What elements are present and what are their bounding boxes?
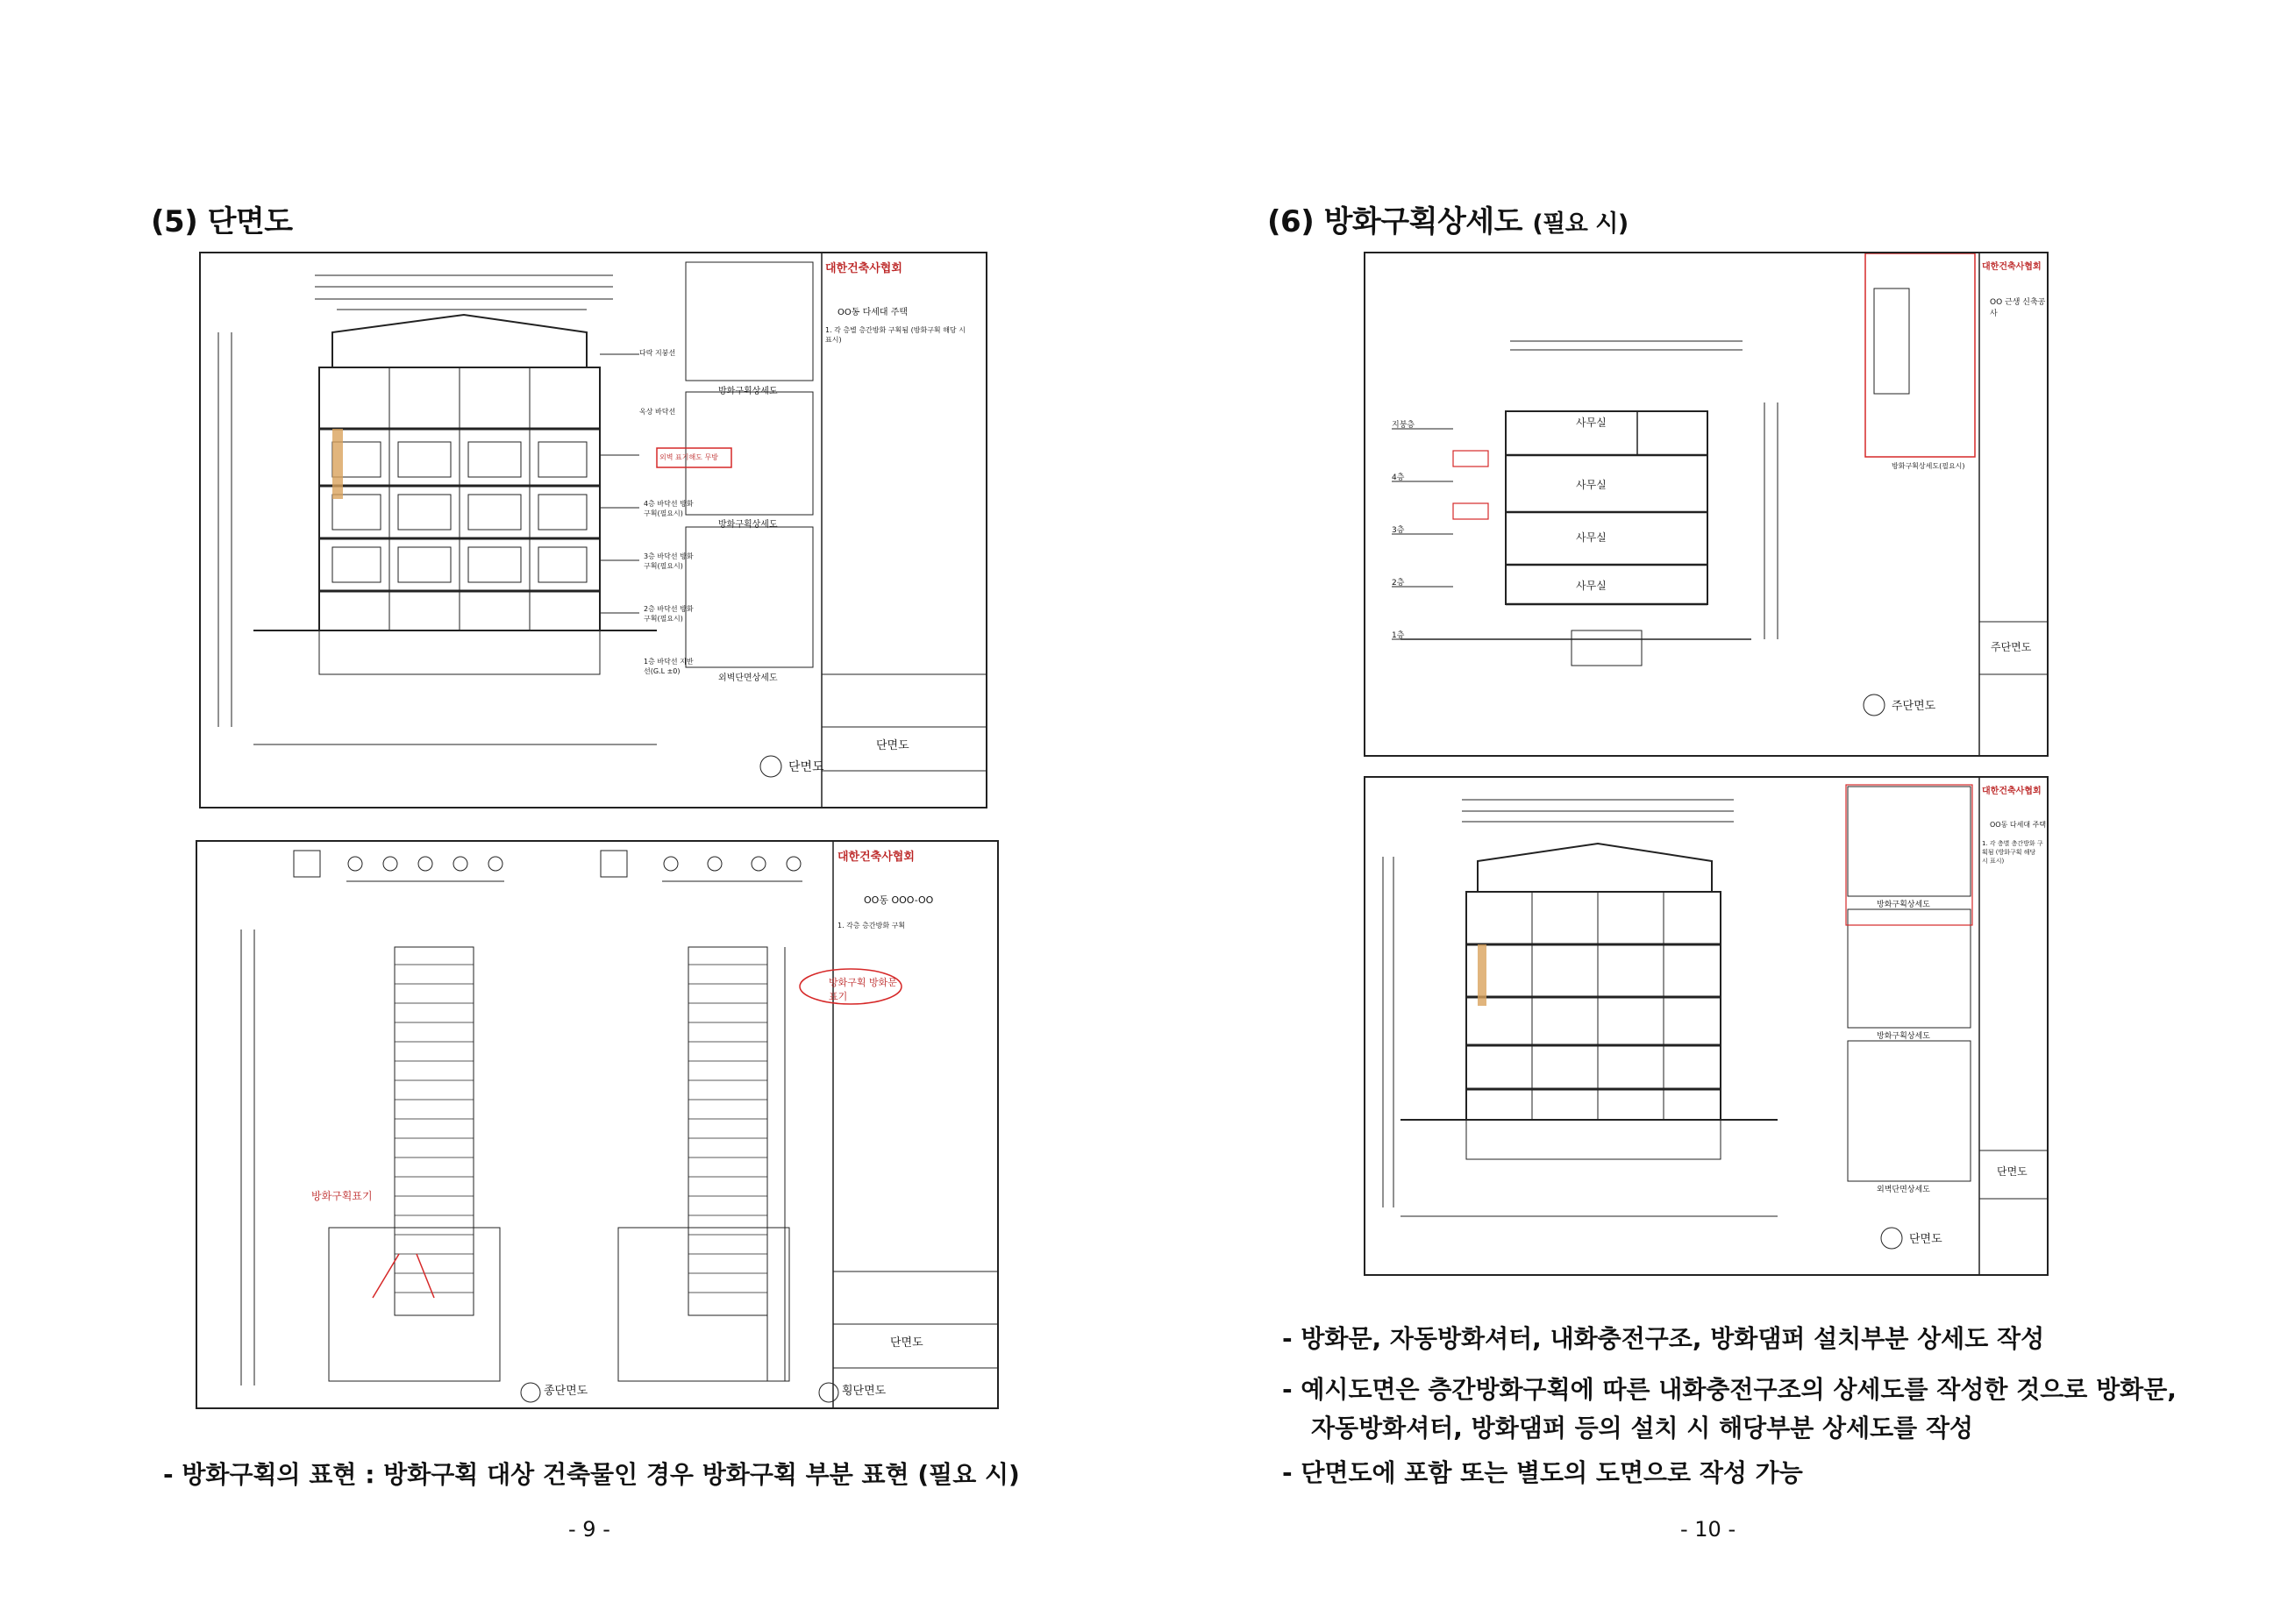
firm-name: 대한건축사협회 [837, 851, 915, 864]
drawing-label: 단면도 [1909, 1233, 1942, 1246]
project-name: OO 근생 신축공사 [1990, 298, 2046, 318]
drawing-sheet-sections-tall [196, 840, 999, 1409]
room-label: 사무실 [1576, 479, 1607, 491]
firm-name: 대한건축사협회 [1982, 787, 2042, 796]
main-section-drawing [1365, 253, 2047, 755]
floor-note: 4층 바닥선 방화구획(필요시) [644, 500, 694, 517]
section-drawing-copy [1365, 778, 2047, 1274]
floor-lines [688, 965, 767, 1293]
left-caption: - 방화구획의 표현 : 방화구획 대상 건축물인 경우 방화구획 부분 표현 (필요 시) [163, 1460, 1020, 1489]
heading-main: (6) 방화구획상세도 [1267, 204, 1522, 239]
firm-name: 대한건축사협회 [825, 262, 902, 275]
floor-note: 1층 바닥선 지반선(G.L ±0) [644, 658, 694, 675]
level-label: 2층 [1392, 579, 1405, 588]
project-name: OO동 다세대 주택 [1990, 821, 2047, 829]
floor-note: 3층 바닥선 방화구획(필요시) [644, 552, 694, 570]
bullet-2: - 예시도면은 층간방화구획에 따른 내화충전구조의 상세도를 작성한 것으로 방화문, [1282, 1375, 2177, 1404]
drawing-sheet-section [199, 252, 987, 808]
sheet-note: 1. 각층 층간방화 구획 [837, 922, 906, 930]
detail-label-1: 방화구획상세도 [1877, 901, 1930, 909]
section-heading-6 [1267, 197, 1629, 240]
drawing-sheet-section-copy [1364, 776, 2049, 1276]
sheet-title: 단면도 [876, 739, 909, 752]
detail-label-3: 외벽단면상세도 [718, 673, 778, 683]
floor-note: 옥상 바닥선 [639, 408, 676, 416]
detail-label: 방화구획상세도(필요시) [1892, 462, 1965, 470]
sheet-title: 단면도 [890, 1336, 923, 1350]
page-number-10: - 10 - [1680, 1517, 1736, 1542]
heading-suffix: (필요 시) [1532, 210, 1629, 238]
bullet-3: - 단면도에 포함 또는 별도의 도면으로 작성 가능 [1282, 1458, 1803, 1487]
room-label: 사무실 [1576, 580, 1607, 592]
room-label: 사무실 [1576, 417, 1607, 429]
firm-name: 대한건축사협회 [1982, 262, 2042, 272]
sheet-note: 1. 각 층별 층간방화 구획됨 (방화구획 해당 시 표시) [825, 326, 966, 344]
level-label: 1층 [1392, 631, 1405, 640]
level-label: 지붕층 [1392, 421, 1415, 430]
drawing-label: 주단면도 [1892, 700, 1936, 713]
sheet-title: 단면도 [1997, 1165, 2028, 1178]
bullet-2-continued: 자동방화셔터, 방화댐퍼 등의 설치 시 해당부분 상세도를 작성 [1311, 1414, 1974, 1442]
drawing-label: 단면도 [788, 760, 824, 774]
level-label: 4층 [1392, 474, 1405, 482]
fire-compartment-annotation: 방화구획표기 [311, 1190, 373, 1202]
drawing-label-transverse: 횡단면도 [842, 1385, 887, 1398]
detail-label-1: 방화구획상세도 [718, 387, 778, 396]
drawing-label-longitudinal: 종단면도 [544, 1385, 588, 1398]
fire-door-annotation: 방화구획 방화문 표기 [829, 977, 897, 1002]
floor-lines [395, 965, 474, 1293]
detail-label-3: 외벽단면상세도 [1877, 1186, 1930, 1194]
callout-label: 외벽 표기해도 무방 [659, 453, 718, 461]
page-number-9: - 9 - [568, 1517, 610, 1542]
section-heading-5: (5) 단면도 [151, 204, 293, 239]
drawing-sheet-main-section [1364, 252, 2049, 757]
level-label: 3층 [1392, 526, 1405, 535]
sheet-note: 1. 각 층별 층간방화 구획됨 (방화구획 해당 시 표시) [1982, 840, 2043, 865]
project-name: OO동 OOO-OO [864, 894, 934, 906]
detail-label-2: 방화구획상세도 [718, 520, 778, 530]
project-name: OO동 다세대 주택 [837, 308, 909, 317]
detail-label-2: 방화구획상세도 [1877, 1032, 1930, 1041]
bullet-1: - 방화문, 자동방화셔터, 내화충전구조, 방화댐퍼 설치부분 상세도 작성 [1282, 1324, 2045, 1353]
floor-note: 2층 바닥선 방화구획(필요시) [644, 605, 694, 623]
roof-note: 다락 지붕선 [639, 349, 676, 357]
sheet-title: 주단면도 [1991, 641, 2032, 653]
room-label: 사무실 [1576, 531, 1607, 544]
